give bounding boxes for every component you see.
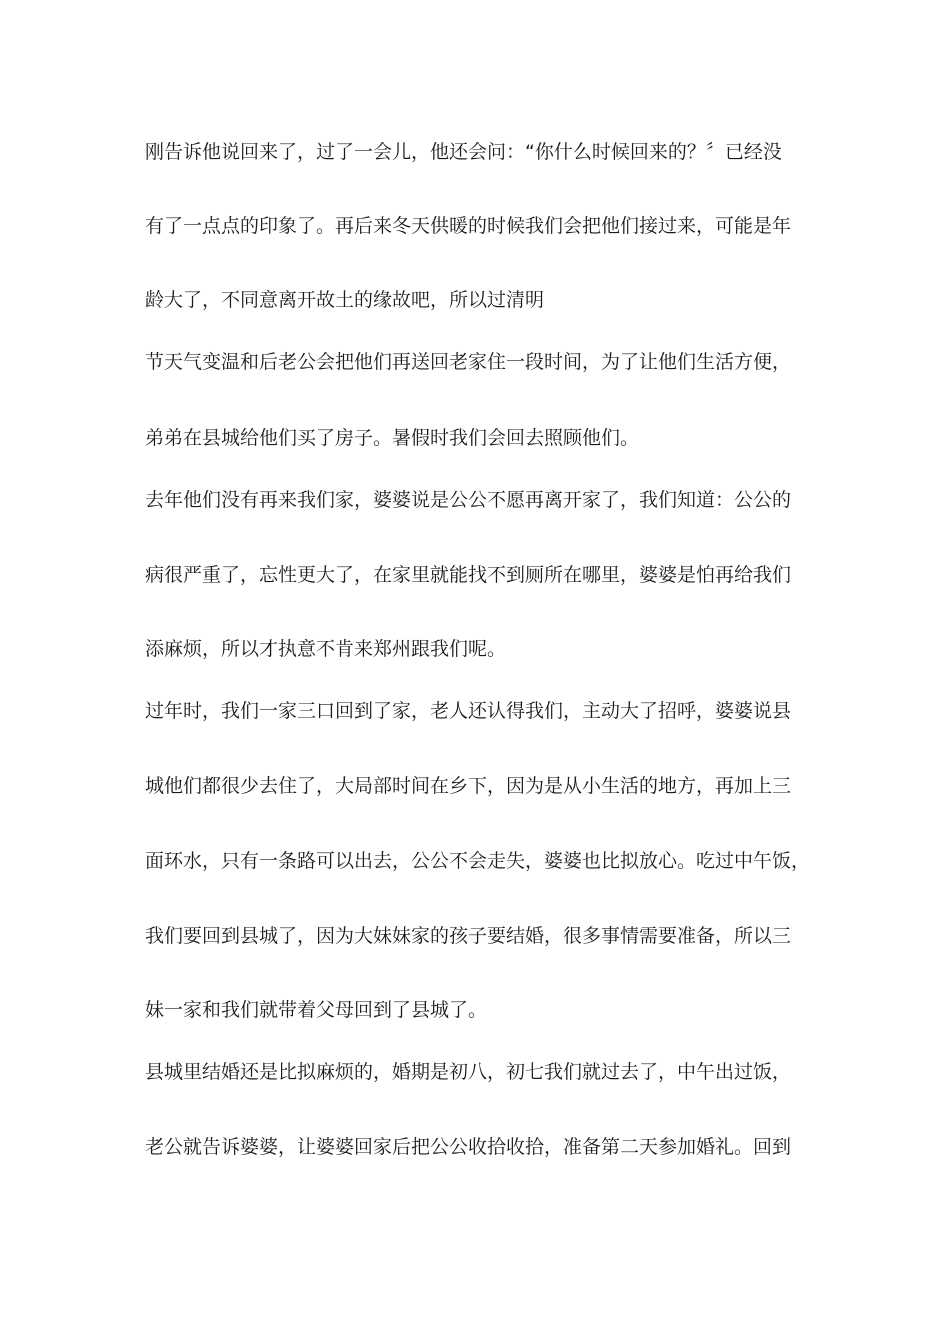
text-line: 过年时，我们一家三口回到了家，老人还认得我们，主动大了招呼，婆婆说县: [145, 700, 792, 722]
text-line: 弟弟在县城给他们买了房子。暑假时我们会回去照顾他们。: [145, 427, 640, 449]
text-line: 有了一点点的印象了。再后来冬天供暖的时候我们会把他们接过来，可能是年: [145, 215, 792, 237]
text-line: 刚告诉他说回来了，过了一会儿，他还会问：“你什么时候回来的？〞已经没: [145, 141, 782, 163]
text-line: 妹一家和我们就带着父母回到了县城了。: [145, 999, 488, 1021]
text-line: 龄大了，不同意离开故土的缘故吧，所以过清明: [145, 289, 545, 311]
text-line: 病很严重了，忘性更大了，在家里就能找不到厕所在哪里，婆婆是怕再给我们: [145, 564, 792, 586]
text-line: 添麻烦，所以才执意不肯来郑州跟我们呢。: [145, 638, 507, 660]
text-line: 县城里结婚还是比拟麻烦的，婚期是初八，初七我们就过去了，中午出过饭，: [145, 1061, 792, 1083]
text-line: 去年他们没有再来我们家，婆婆说是公公不愿再离开家了，我们知道：公公的: [145, 489, 792, 511]
text-line: 节天气变温和后老公会把他们再送回老家住一段时间，为了让他们生活方便，: [145, 351, 792, 373]
text-line: 面环水，只有一条路可以出去，公公不会走失，婆婆也比拟放心。吃过中午饭，: [145, 850, 811, 872]
text-line: 老公就告诉婆婆，让婆婆回家后把公公收拾收拾，准备第二天参加婚礼。回到: [145, 1136, 792, 1158]
text-line: 城他们都很少去住了，大局部时间在乡下，因为是从小生活的地方，再加上三: [145, 775, 792, 797]
text-line: 我们要回到县城了，因为大妹妹家的孩子要结婚，很多事情需要准备，所以三: [145, 925, 792, 947]
